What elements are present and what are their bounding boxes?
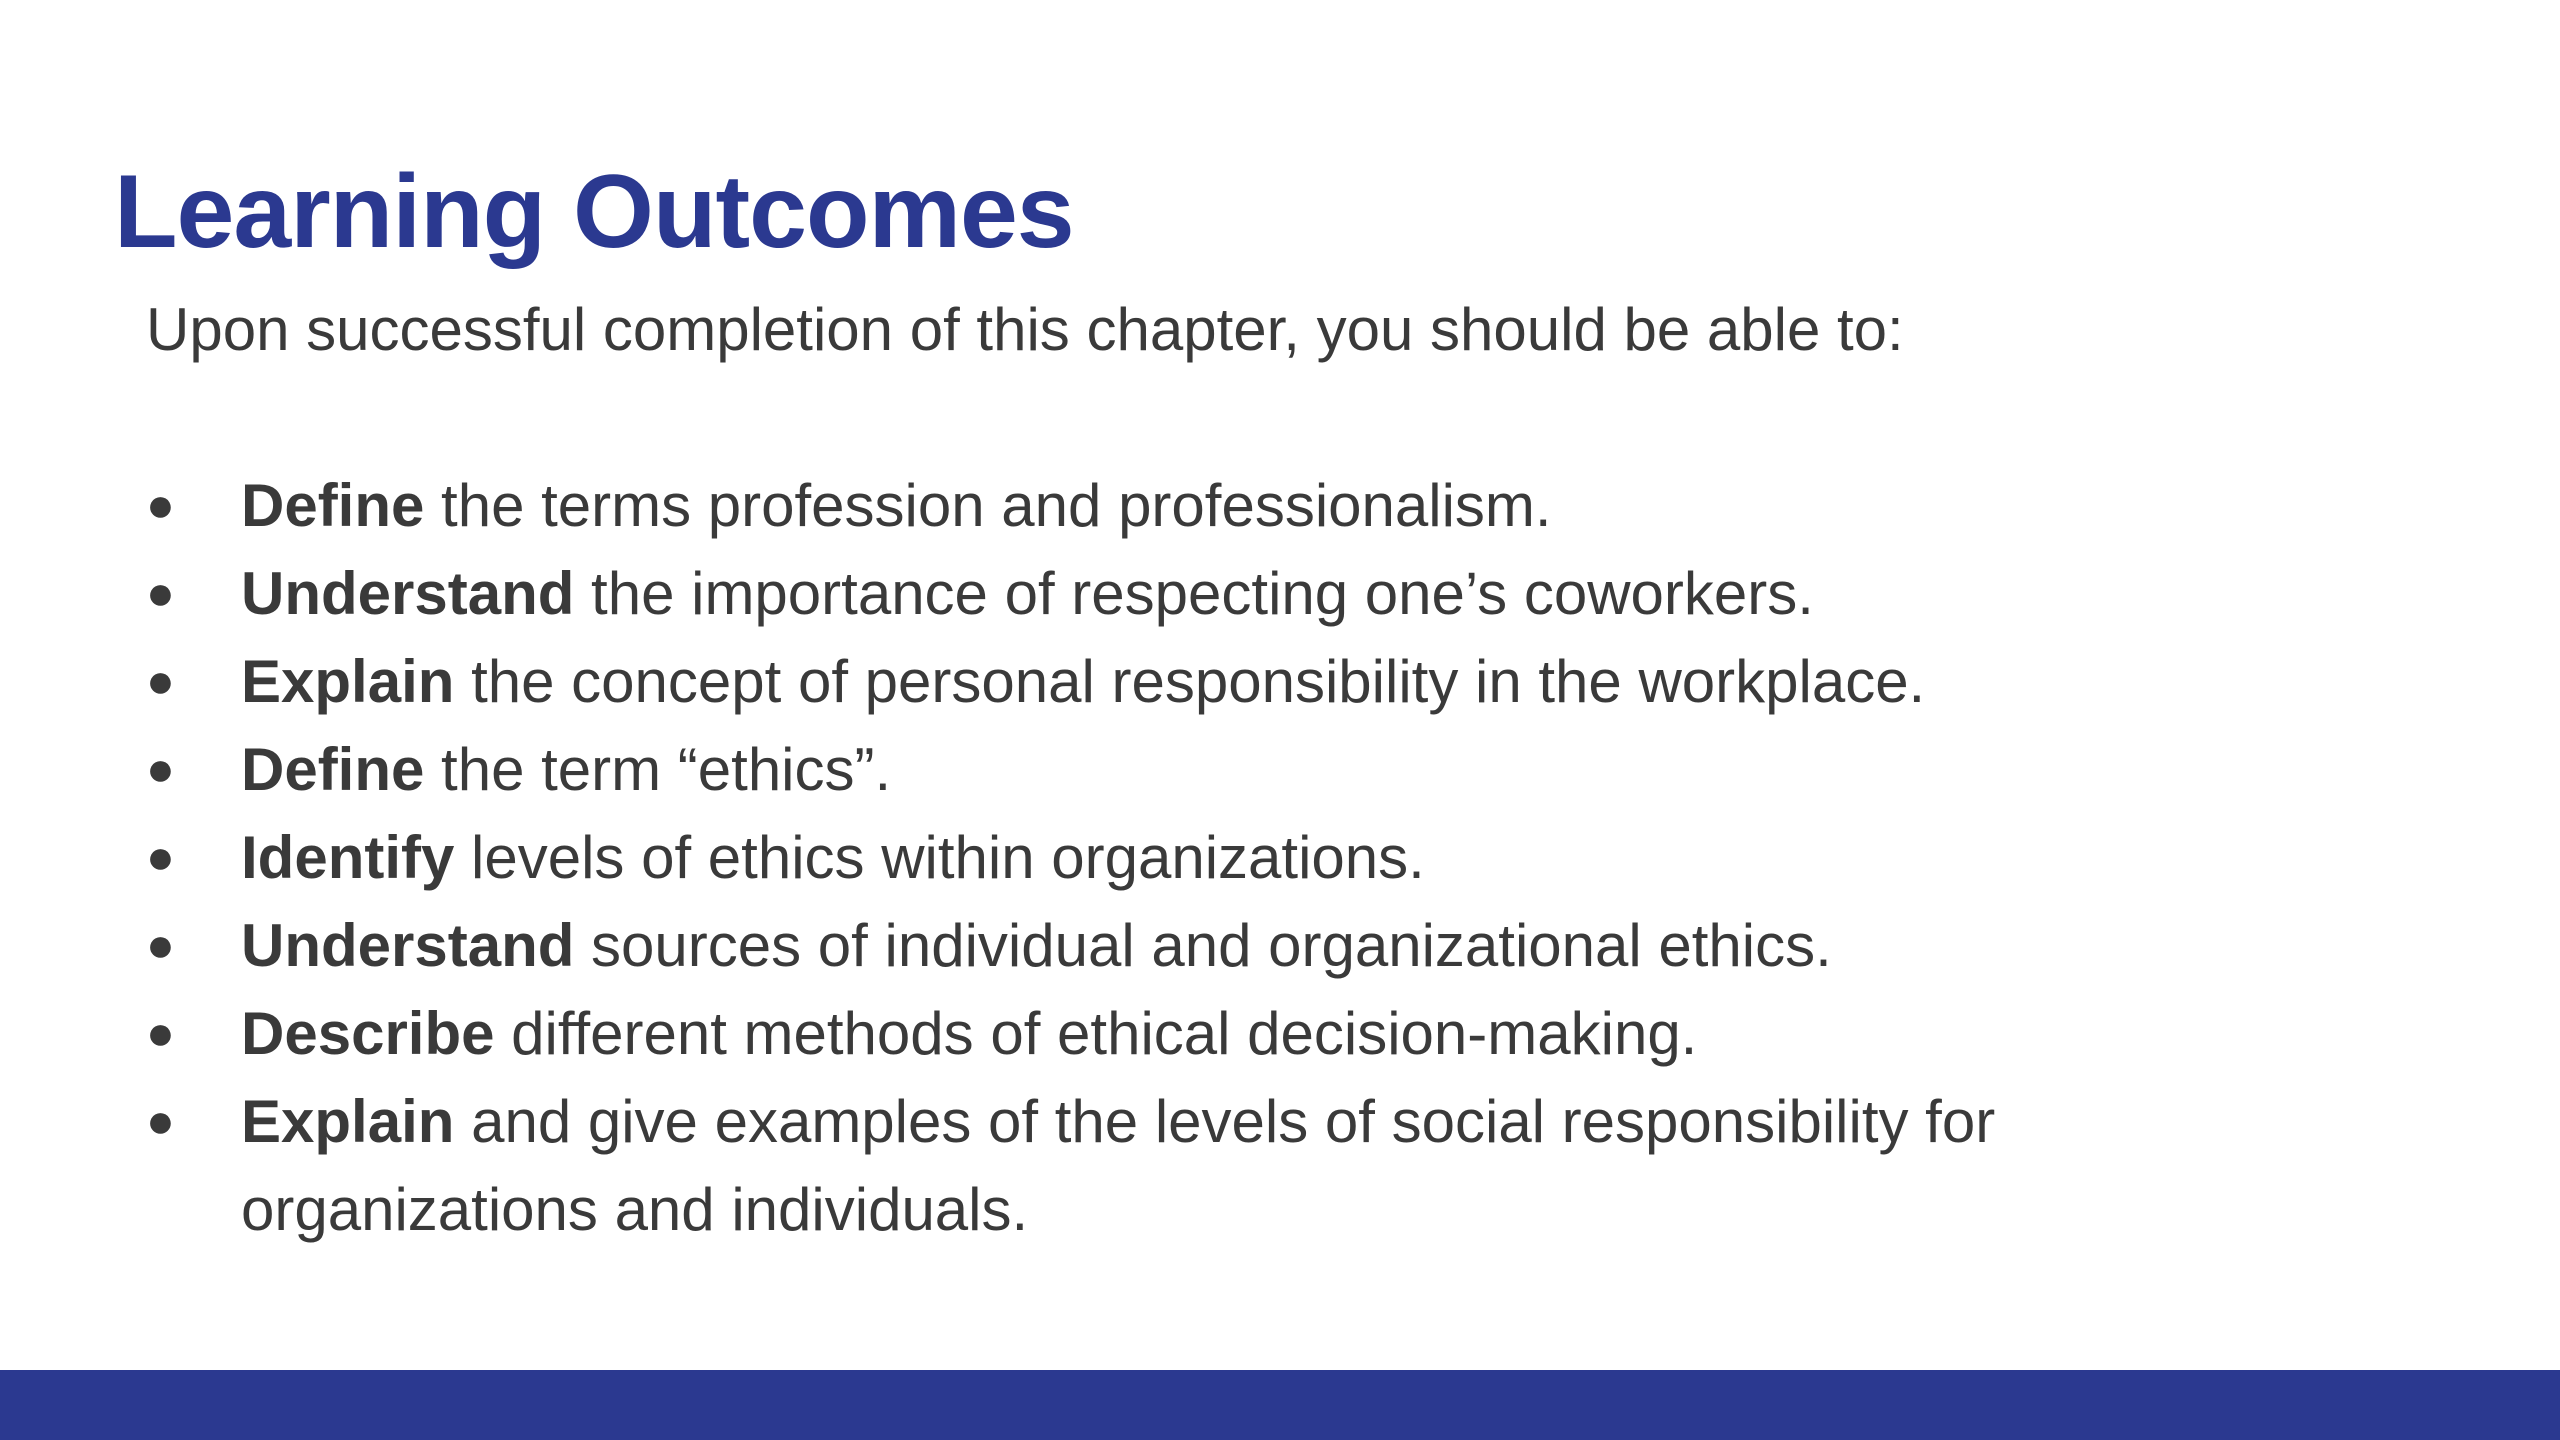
bullet-icon: ● (146, 655, 175, 708)
list-item (146, 1078, 2246, 1254)
list-item (146, 462, 2246, 550)
bullet-icon: ● (146, 1095, 175, 1148)
outcome-text: and give examples of the levels of social responsibility for organizations and individuals. (241, 1088, 1996, 1243)
bullet-icon: ● (146, 567, 175, 620)
bullet-icon: ● (146, 743, 175, 796)
list-item (146, 902, 2246, 990)
outcome-text: the terms profession and professionalism. (424, 472, 1552, 539)
outcome-verb: Identify (241, 824, 455, 891)
list-item (146, 990, 2246, 1078)
outcome-verb: Understand (241, 912, 575, 979)
list-item (146, 814, 2246, 902)
footer-bar (0, 1370, 2560, 1440)
outcome-text: the term “ethics”. (424, 736, 892, 803)
bullet-icon: ● (146, 479, 175, 532)
intro-text: Upon successful completion of this chapter, you should be able to: (146, 296, 1904, 363)
outcome-verb: Define (241, 472, 425, 539)
list-item (146, 638, 2246, 726)
outcome-text: the importance of respecting one’s coworkers. (574, 560, 1814, 627)
bullet-icon: ● (146, 1007, 175, 1060)
outcome-text: sources of individual and organizational ethics. (574, 912, 1832, 979)
outcomes-list (146, 462, 2246, 1254)
bullet-icon: ● (146, 919, 175, 972)
outcome-text: levels of ethics within organizations. (454, 824, 1425, 891)
outcome-verb: Understand (241, 560, 575, 627)
list-item (146, 726, 2246, 814)
outcome-verb: Describe (241, 1000, 495, 1067)
outcome-verb: Explain (241, 1088, 455, 1155)
outcome-verb: Define (241, 736, 425, 803)
outcome-text: different methods of ethical decision-making. (494, 1000, 1698, 1067)
slide-title: Learning Outcomes (114, 154, 1074, 270)
list-item (146, 550, 2246, 638)
outcome-text: the concept of personal responsibility in the workplace. (454, 648, 1926, 715)
bullet-icon: ● (146, 831, 175, 884)
outcome-verb: Explain (241, 648, 455, 715)
